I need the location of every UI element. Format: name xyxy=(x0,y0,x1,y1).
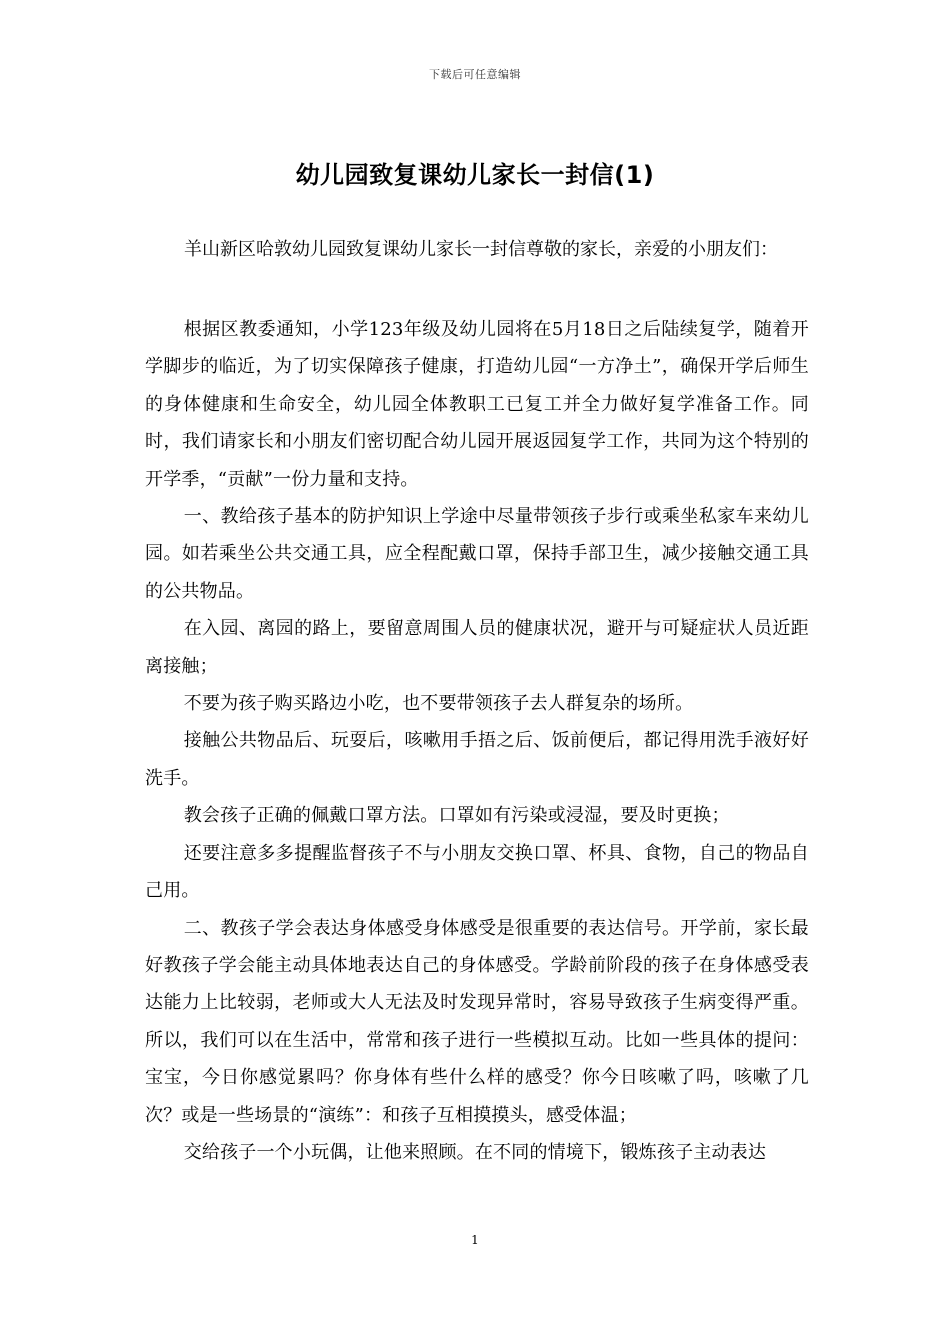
paragraph: 在入园、离园的路上，要留意周围人员的健康状况，避开与可疑症状人员近距离接触； xyxy=(145,618,809,677)
document-title: 幼儿园致复课幼儿家长一封信(1) xyxy=(295,161,655,189)
paragraph: 交给孩子一个小玩偶，让他来照顾。在不同的情境下，锻炼孩子主动表达 xyxy=(183,1141,767,1163)
salutation: 羊山新区哈敦幼儿园致复课幼儿家长一封信尊敬的家长，亲爱的小朋友们： xyxy=(184,239,778,260)
paragraph: 一、教给孩子基本的防护知识上学途中尽量带领孩子步行或乘坐私家车来幼儿园。如若乘坐公共交通工具，应全程配戴口罩，保持手部卫生，减少接触交通工具的公共物品。 xyxy=(145,506,809,602)
paragraph: 还要注意多多提醒监督孩子不与小朋友交换口罩、杯具、食物，自己的物品自己用。 xyxy=(145,842,809,902)
page-number: 1 xyxy=(471,1233,479,1247)
paragraph: 不要为孩子购买路边小吃，也不要带领孩子去人群复杂的场所。 xyxy=(183,693,694,715)
paragraph: 根据区教委通知，小学123年级及幼儿园将在5月18日之后陆续复学，随着开学脚步的临近，为了切实保障孩子健康，打造幼儿园“一方净土”，确保开学后师生的身体健康和生命安全，幼儿园全体教职工已复工并全力做好复学准备工作。同时，我们请家长和小朋友们密切配合幼儿园开展返园复学工作，共同为这个特别的开学季，“贡献”一份力量和支持。 xyxy=(145,319,809,490)
paragraph: 接触公共物品后、玩耍后，咳嗽用手捂之后、饭前便后，都记得用洗手液好好洗手。 xyxy=(145,730,809,789)
page-header-note: 下载后可任意编辑 xyxy=(429,68,521,81)
paragraph: 教会孩子正确的佩戴口罩方法。口罩如有污染或浸湿，要及时更换； xyxy=(183,805,730,827)
letter-body xyxy=(145,311,809,1171)
paragraph: 二、教孩子学会表达身体感受身体感受是很重要的表达信号。开学前，家长最好教孩子学会能主动具体地表达自己的身体感受。学龄前阶段的孩子在身体感受表达能力上比较弱，老师或大人无法及时发现异常时，容易导致孩子生病变得严重。所以，我们可以在生活中，常常和孩子进行一些模拟互动。比如一些具体的提问：宝宝，今日你感觉累吗？你身体有些什么样的感受？你今日咳嗽了吗，咳嗽了几次？或是一些场景的“演练”：和孩子互相摸摸头，感受体温； xyxy=(145,917,809,1126)
